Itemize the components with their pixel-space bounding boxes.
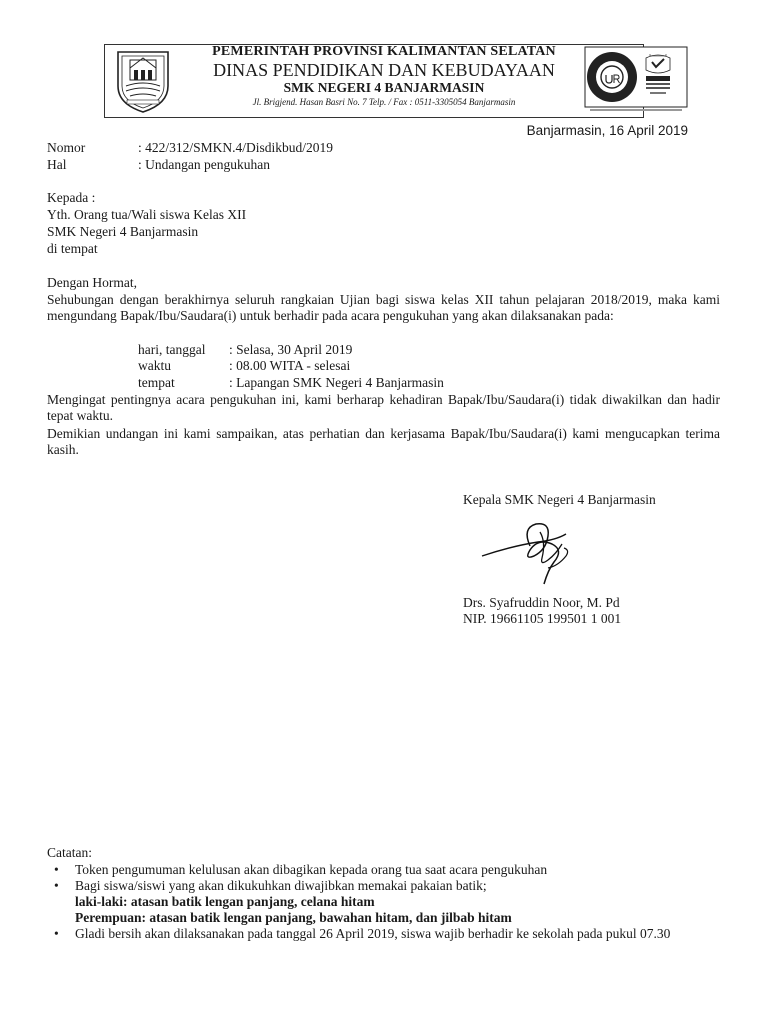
- list-item: [47, 878, 720, 926]
- signature-title: Kepala SMK Negeri 4 Banjarmasin: [463, 492, 656, 507]
- body-paragraph-2: Mengingat pentingnya acara pengukuhan ini, kami berharap kehadiran Bapak/Ibu/Saudara(i) tidak diwakilkan dan hadir tepat waktu.: [47, 392, 720, 423]
- handwritten-signature-icon: [478, 516, 598, 588]
- list-item: [47, 862, 720, 878]
- body-paragraph-3: Demikian undangan ini kami sampaikan, atas perhatian dan kerjasama Bapak/Ibu/Saudara(i) kami mengucapkan terima kasih.: [47, 426, 720, 457]
- detail-value-time: : 08.00 WITA - selesai: [229, 358, 351, 373]
- signature-name: Drs. Syafruddin Noor, M. Pd: [463, 595, 620, 610]
- notes-heading: Catatan:: [47, 845, 92, 860]
- recipient-line1: Kepada :: [47, 190, 96, 205]
- letterhead-address: Jl. Brigjend. Hasan Basri No. 7 Telp. / Fax : 0511-3305054 Banjarmasin: [252, 97, 516, 107]
- recipient-line3: SMK Negeri 4 Banjarmasin: [47, 224, 199, 239]
- body-paragraph-1: Sehubungan dengan berakhirnya seluruh rangkaian Ujian bagi siswa kelas XII tahun pelajaran 2018/2019, maka kami mengundang Bapak/Ibu/Saudara(i) untuk berhadir pada acara pengukuhan yang akan dilaksanakan pada:: [47, 292, 720, 323]
- recipient-line4: di tempat: [47, 241, 98, 256]
- detail-value-date: : Selasa, 30 April 2019: [229, 342, 353, 357]
- note-text-2: • Bagi siswa/siswi yang akan dikukuhkan diwajibkan memakai pakaian batik;: [75, 878, 487, 893]
- hal-label: Hal: [47, 157, 67, 172]
- detail-label-time: waktu: [138, 358, 171, 373]
- recipient-line2: Yth. Orang tua/Wali siswa Kelas XII: [47, 207, 247, 222]
- detail-label-place: tempat: [138, 375, 175, 390]
- hal-value: : Undangan pengukuhan: [138, 157, 270, 172]
- letterhead-line2: DINAS PENDIDIKAN DAN KEBUDAYAAN: [213, 60, 555, 80]
- detail-label-date: hari, tanggal: [138, 342, 206, 357]
- note-text-3: Gladi bersih akan dilaksanakan pada tanggal 26 April 2019, siswa wajib berhadir ke sekolah pada pukul 07.30: [75, 926, 671, 941]
- note-text-1: Token pengumuman kelulusan akan dibagikan kepada orang tua saat acara pengukuhan: [75, 862, 548, 877]
- signature-nip: NIP. 19661105 199501 1 001: [463, 611, 622, 626]
- list-item: [47, 926, 720, 942]
- iso-ukas-certification-icon: [584, 46, 688, 114]
- provincial-crest-icon: [112, 46, 174, 114]
- note-dress-male: laki-laki: atasan batik lengan panjang, celana hitam: [75, 894, 375, 909]
- letterhead-line3: SMK NEGERI 4 BANJARMASIN: [283, 80, 485, 95]
- letterhead-line1: PEMERINTAH PROVINSI KALIMANTAN SELATAN: [212, 44, 556, 59]
- nomor-label: Nomor: [47, 140, 86, 155]
- letter-date: Banjarmasin, 16 April 2019: [526, 123, 688, 138]
- nomor-value: : 422/312/SMKN.4/Disdikbud/2019: [138, 140, 334, 155]
- detail-value-place: : Lapangan SMK Negeri 4 Banjarmasin: [229, 375, 444, 390]
- note-dress-female: Perempuan: atasan batik lengan panjang, bawahan hitam, dan jilbab hitam: [75, 910, 512, 925]
- notes-list: [47, 862, 720, 942]
- greeting: Dengan Hormat,: [47, 275, 137, 290]
